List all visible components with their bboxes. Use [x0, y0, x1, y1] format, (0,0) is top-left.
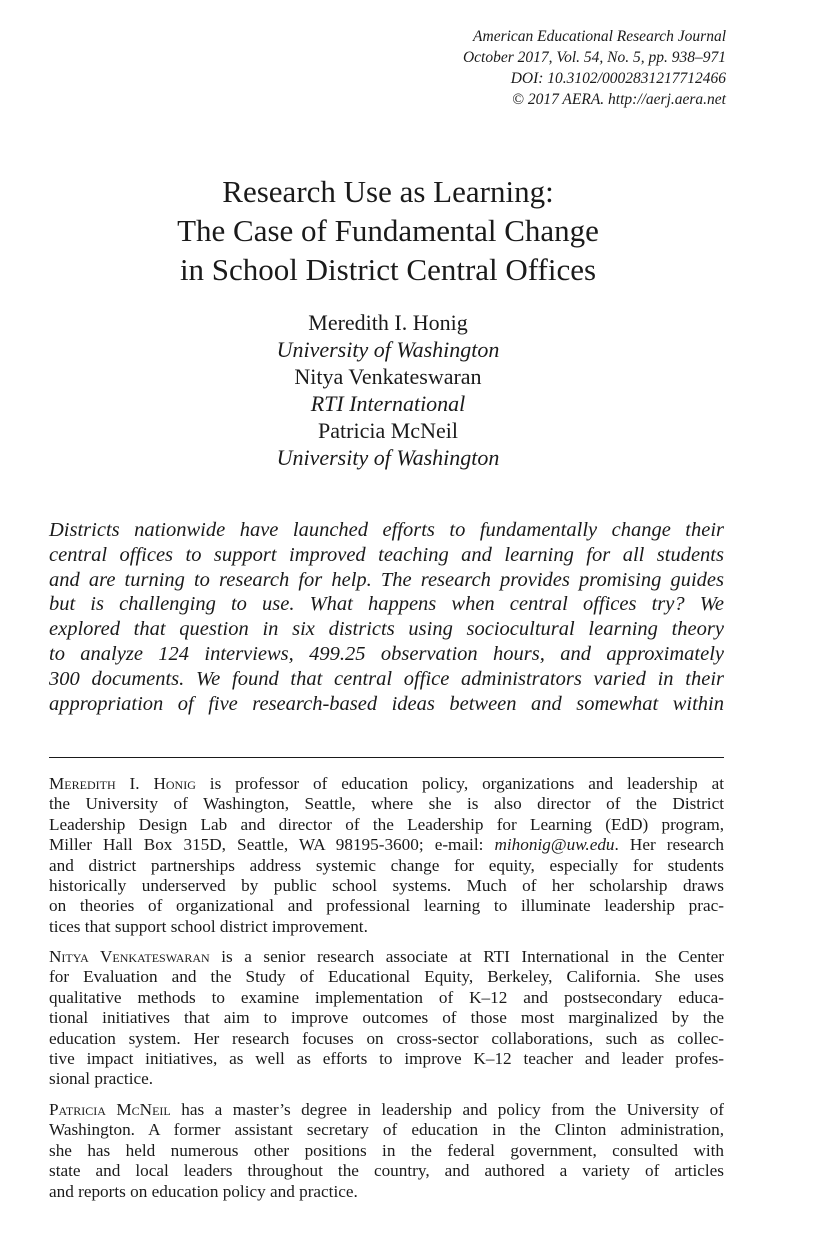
- abstract-line: and are turning to research for help. The research provides promising guides: [49, 568, 724, 591]
- bio-line: education system. Her research focuses on cross-sector collaborations, such as collec-: [49, 1028, 724, 1048]
- author-affiliation: University of Washington: [276, 445, 500, 470]
- author-bio-venkateswaran: [49, 947, 724, 1090]
- bio-text: is a senior research associate at RTI International in the Center: [209, 947, 724, 966]
- bio-line: [49, 835, 724, 855]
- author-list: [0, 309, 776, 471]
- bio-line: tive impact initiatives, as well as efforts to improve K–12 teacher and leader profes-: [49, 1049, 724, 1069]
- journal-copyright: © 2017 AERA. http://aerj.aera.net: [512, 91, 726, 108]
- bio-line: and district partnerships address systemic change for equity, especially for students: [49, 855, 724, 875]
- bio-line: she has held numerous other positions in the federal government, consulted with: [49, 1140, 724, 1160]
- article-title: [0, 172, 776, 289]
- title-line: The Case of Fundamental Change: [177, 213, 599, 248]
- journal-doi: DOI: 10.3102/0002831217712466: [510, 70, 726, 87]
- bio-line: on theories of organizational and professional learning to illuminate leadership prac-: [49, 896, 724, 916]
- author-bio-honig: [49, 774, 724, 937]
- bio-line: sional practice.: [49, 1069, 154, 1089]
- bio-line: state and local leaders throughout the country, and authored a variety of articles: [49, 1161, 724, 1181]
- bio-text: . Her research: [614, 835, 724, 855]
- author-bio-mcneil: [49, 1100, 724, 1202]
- bio-line: tional initiatives that aim to improve outcomes of those most marginalized by the: [49, 1008, 724, 1028]
- abstract: [49, 518, 724, 716]
- bio-text: is professor of education policy, organizations and leadership at: [195, 774, 724, 793]
- abstract-line: appropriation of five research-based ideas between and somewhat within: [49, 692, 724, 715]
- bio-author-name: Meredith I. Honig: [49, 774, 196, 793]
- journal-name: American Educational Research Journal: [473, 28, 726, 45]
- bio-line: tices that support school district improvement.: [49, 916, 368, 936]
- bio-line: qualitative methods to examine implementation of K–12 and postsecondary educa-: [49, 987, 724, 1007]
- abstract-line: to analyze 124 interviews, 499.25 observation hours, and approximately: [49, 642, 724, 665]
- abstract-line: 300 documents. We found that central office administrators varied in their: [49, 667, 724, 690]
- author-affiliation: University of Washington: [276, 337, 500, 362]
- journal-issue: October 2017, Vol. 54, No. 5, pp. 938–971: [462, 49, 726, 66]
- abstract-line: but is challenging to use. What happens when central offices try? We: [49, 593, 724, 616]
- abstract-line: central offices to support improved teaching and learning for all students: [49, 543, 724, 566]
- bio-text: has a master’s degree in leadership and policy from the University of: [170, 1100, 725, 1119]
- bio-line: for Evaluation and the Study of Educational Equity, Berkeley, California. She uses: [49, 967, 724, 987]
- bio-line: the University of Washington, Seattle, where she is also director of the District: [49, 794, 724, 814]
- journal-header: [463, 26, 726, 110]
- bio-text: Miller Hall Box 315D, Seattle, WA 98195-3600; e-mail:: [49, 835, 495, 855]
- footnote-divider: [49, 757, 724, 758]
- abstract-line: Districts nationwide have launched efforts to fundamentally change their: [49, 519, 724, 541]
- author-name: Nitya Venkateswaran: [294, 364, 482, 389]
- abstract-line: explored that question in six districts using sociocultural learning theory: [49, 618, 724, 641]
- bio-author-name: Nitya Venkateswaran: [49, 947, 210, 966]
- bio-author-name: Patricia McNeil: [49, 1100, 171, 1119]
- title-line: in School District Central Offices: [179, 252, 597, 287]
- bio-line: and reports on education policy and practice.: [49, 1181, 358, 1201]
- bio-line: [49, 947, 724, 967]
- author-affiliation: RTI International: [310, 391, 466, 416]
- author-name: Meredith I. Honig: [308, 310, 468, 335]
- author-email[interactable]: mihonig@uw.edu: [494, 835, 615, 855]
- bio-line: historically underserved by public school systems. Much of her scholarship draws: [49, 876, 724, 896]
- title-line: Research Use as Learning:: [222, 174, 554, 209]
- author-name: Patricia McNeil: [318, 418, 458, 443]
- bio-line: [49, 1100, 724, 1120]
- bio-line: Leadership Design Lab and director of the Leadership for Learning (EdD) program,: [49, 814, 724, 834]
- bio-line: Washington. A former assistant secretary of education in the Clinton administration,: [49, 1120, 724, 1140]
- bio-line: [49, 774, 724, 794]
